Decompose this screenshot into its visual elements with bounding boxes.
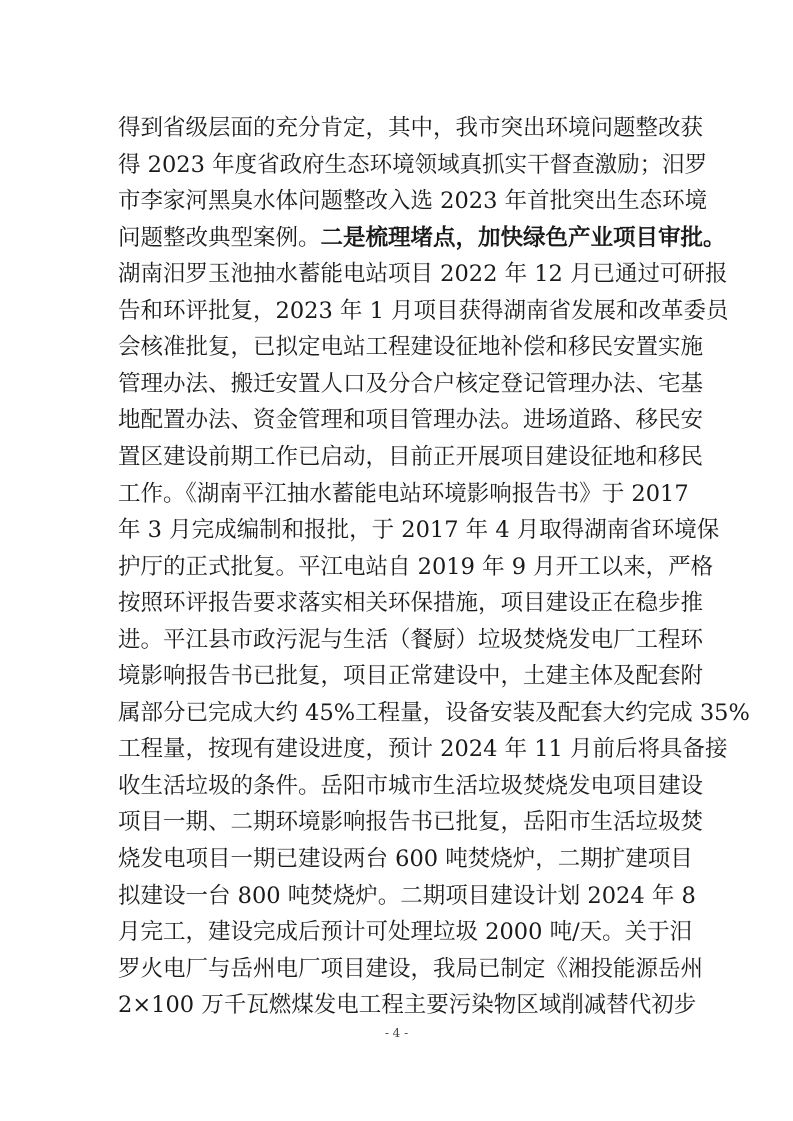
text-line [118,223,726,253]
text-line [118,661,704,691]
text-line [118,807,704,837]
text-line [118,113,704,143]
text-run: 项目一期、二期环境影响报告书已批复，岳阳市生活垃圾焚 [118,809,704,836]
text-line [118,844,693,874]
text-line [118,771,704,801]
text-run: 护厅的正式批复。平江电站自 2019 年 9 月开工以来，严格 [118,553,714,580]
bold-heading-run: 二是梳理堵点，加快绿色产业项目审批。 [320,224,726,251]
text-run: 2×100 万千瓦燃煤发电工程主要污染物区域削减替代初步 [118,992,697,1019]
text-run: 湖南汨罗玉池抽水蓄能电站项目 2022 年 12 月已通过可研报 [118,261,728,288]
text-line [118,259,728,289]
text-run: 管理办法、搬迁安置人口及分合户核定登记管理办法、宅基 [118,370,704,397]
text-run: 境影响报告书已批复，项目正常建设中，土建主体及配套附 [118,663,704,690]
text-run: 置区建设前期工作已启动，目前正开展项目建设征地和移民 [118,443,704,470]
text-run: 月完工，建设完成后预计可处理垃圾 2000 吨/天。关于汨 [118,919,693,946]
text-run: 拟建设一台 800 吨焚烧炉。二期项目建设计划 2024 年 8 [118,882,696,909]
text-run: 收生活垃圾的条件。岳阳市城市生活垃圾焚烧发电项目建设 [118,772,704,799]
text-run: 问题整改典型案例。 [118,224,321,251]
text-line [118,698,750,728]
text-run: 烧发电项目一期已建设两台 600 吨焚烧炉，二期扩建项目 [118,846,693,872]
text-run: 告和环评批复，2023 年 1 月项目获得湖南省发展和改革委员 [118,297,729,324]
text-line [118,990,697,1020]
text-line [118,150,708,180]
text-run: 得 2023 年度省政府生态环境领域真抓实干督查激励；汨罗 [118,151,708,178]
text-run: 地配置办法、资金管理和项目管理办法。进场道路、移民安 [118,407,704,434]
text-line [118,625,704,655]
text-line [118,881,696,911]
text-run: 罗火电厂与岳州电厂项目建设，我局已制定《湘投能源岳州 [118,955,704,982]
text-line [118,954,704,984]
text-run: 年 3 月完成编制和报批，于 2017 年 4 月取得湖南省环境保 [118,517,720,544]
text-line [118,515,720,545]
page-number: - 4 - [384,1026,409,1040]
text-line [118,332,704,362]
text-run: 工作。《湖南平江抽水蓄能电站环境影响报告书》于 2017 [118,480,689,507]
text-line [118,588,704,618]
text-line [118,442,704,472]
text-line [118,369,704,399]
text-run: 按照环评报告要求落实相关环保措施，项目建设正在稳步推 [118,590,704,617]
text-run: 得到省级层面的充分肯定，其中，我市突出环境问题整改获 [118,115,704,141]
text-line [118,917,693,947]
text-run: 会核准批复，已拟定电站工程建设征地补偿和移民安置实施 [118,334,704,361]
text-run: 工程量，按现有建设进度，预计 2024 年 11 月前后将具备接 [118,736,728,763]
text-line [118,405,704,435]
text-line [118,734,728,764]
text-line [118,552,714,582]
text-run: 市李家河黑臭水体问题整改入选 2023 年首批突出生态环境 [118,188,708,215]
text-line [118,479,689,509]
text-run: 属部分已完成大约 45%工程量，设备安装及配套大约完成 35% [118,699,750,726]
text-line [118,186,708,216]
text-run: 进。平江县市政污泥与生活（餐厨）垃圾焚烧发电厂工程环 [118,626,704,653]
text-line [118,296,729,326]
